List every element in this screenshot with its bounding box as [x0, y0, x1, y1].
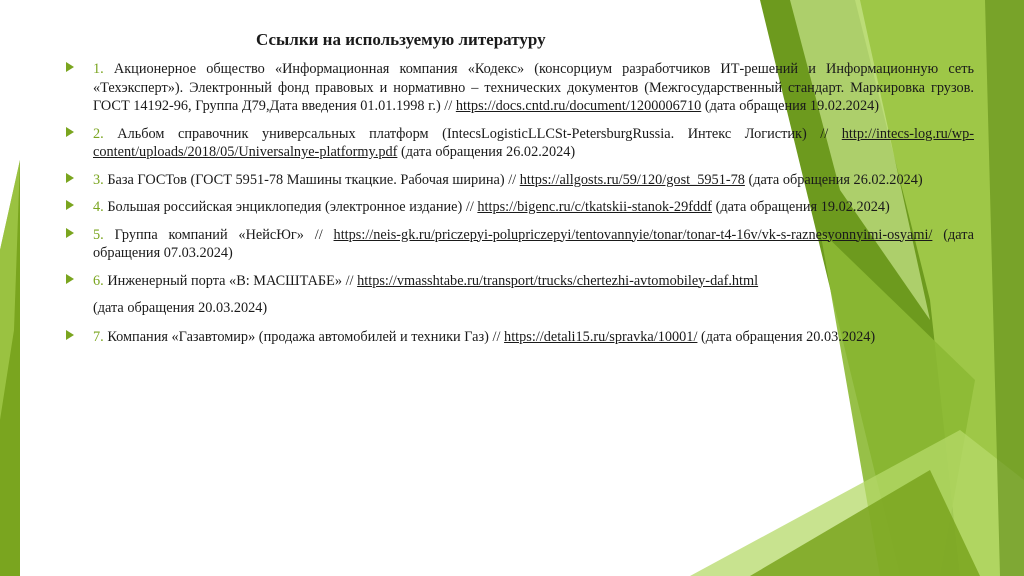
- reference-body: [93, 198, 974, 217]
- reference-item: [66, 125, 974, 162]
- reference-access-date: (дата обращения 26.02.2024): [748, 171, 923, 188]
- reference-body: [93, 226, 974, 263]
- reference-link[interactable]: https://allgosts.ru/59/120/gost_5951-78: [519, 171, 745, 188]
- reference-body: [93, 328, 974, 347]
- reference-text: Группа компаний «НейсЮг» //: [114, 226, 323, 243]
- bullet-arrow-icon: [66, 127, 74, 137]
- bullet-arrow-icon: [66, 173, 74, 183]
- content: [66, 30, 974, 355]
- reference-link[interactable]: https://detali15.ru/spravka/10001/: [504, 328, 698, 345]
- reference-link[interactable]: https://vmasshtabe.ru/transport/trucks/chertezhi-avtomobiley-daf.html: [357, 272, 759, 289]
- reference-text: Акционерное общество «Информационная компания «Кодекс» (консорциум разработчиков ИТ-решений и Информационную сеть «Техэксперт»). Электронный фонд правовых и нормативно – технических документов (Межгосударственный стандарт. Маркировка грузов. ГОСТ 14192-96, Группа Д79,Дата введения 01.01.1998 г.) //: [93, 61, 974, 114]
- reference-number: 3.: [93, 171, 104, 188]
- reference-body: [93, 171, 974, 190]
- reference-body: [93, 125, 974, 162]
- reference-number: 5.: [93, 226, 104, 243]
- reference-link[interactable]: https://neis-gk.ru/priczepyi-polupriczepyi/tentovannyie/tonar/tonar-t4-16v/vk-s-raznesyonnyimi-osyami/: [333, 226, 933, 243]
- reference-text: База ГОСТов (ГОСТ 5951-78 Машины ткацкие. Рабочая ширина) //: [107, 171, 517, 188]
- reference-list: [66, 60, 974, 346]
- reference-text: Компания «Газавтомир» (продажа автомобилей и техники Газ) //: [107, 328, 501, 345]
- bullet-arrow-icon: [66, 274, 74, 284]
- reference-item: [66, 226, 974, 263]
- reference-access-date: (дата обращения 20.03.2024): [701, 328, 876, 345]
- reference-number: 1.: [93, 61, 104, 77]
- reference-body: [93, 272, 974, 291]
- reference-number: 6.: [93, 272, 104, 289]
- bullet-arrow-icon: [66, 228, 74, 238]
- reference-link[interactable]: http://intecs-log.ru/wp-content/uploads/2018/05/Universalnye-platformy.pdf: [93, 125, 975, 160]
- reference-text: Альбом справочник универсальных платформ (IntecsLogisticLLCSt-PetersburgRussia. Интекс Логистик) //: [117, 125, 829, 142]
- bullet-arrow-icon: [66, 200, 74, 210]
- reference-item: [66, 198, 974, 217]
- reference-6-access-date: (дата обращения 20.03.2024): [93, 300, 268, 316]
- reference-access-date: (дата обращения 07.03.2024): [93, 226, 974, 261]
- bullet-arrow-icon: [66, 62, 74, 72]
- reference-number: 7.: [93, 328, 104, 345]
- reference-text: Большая российская энциклопедия (электронное издание) //: [107, 199, 474, 215]
- reference-item: [66, 171, 974, 190]
- reference-item: [66, 328, 974, 347]
- reference-access-date: (дата обращения 19.02.2024): [715, 199, 890, 215]
- reference-number: 2.: [93, 125, 104, 142]
- reference-link[interactable]: https://bigenc.ru/c/tkatskii-stanok-29fddf: [477, 199, 713, 215]
- reference-number: 4.: [93, 199, 104, 215]
- reference-text: Инженерный порта «В: МАСШТАБЕ» //: [107, 272, 354, 289]
- reference-access-date: (дата обращения 26.02.2024): [400, 144, 576, 160]
- reference-body: [93, 60, 974, 116]
- slide-title: Ссылки на используемую литературу: [256, 30, 546, 49]
- reference-link[interactable]: https://docs.cntd.ru/document/1200006710: [455, 98, 702, 114]
- reference-item: [66, 60, 974, 116]
- reference-item: [66, 272, 974, 291]
- bullet-arrow-icon: [66, 330, 74, 340]
- reference-access-date: (дата обращения 19.02.2024): [704, 98, 880, 114]
